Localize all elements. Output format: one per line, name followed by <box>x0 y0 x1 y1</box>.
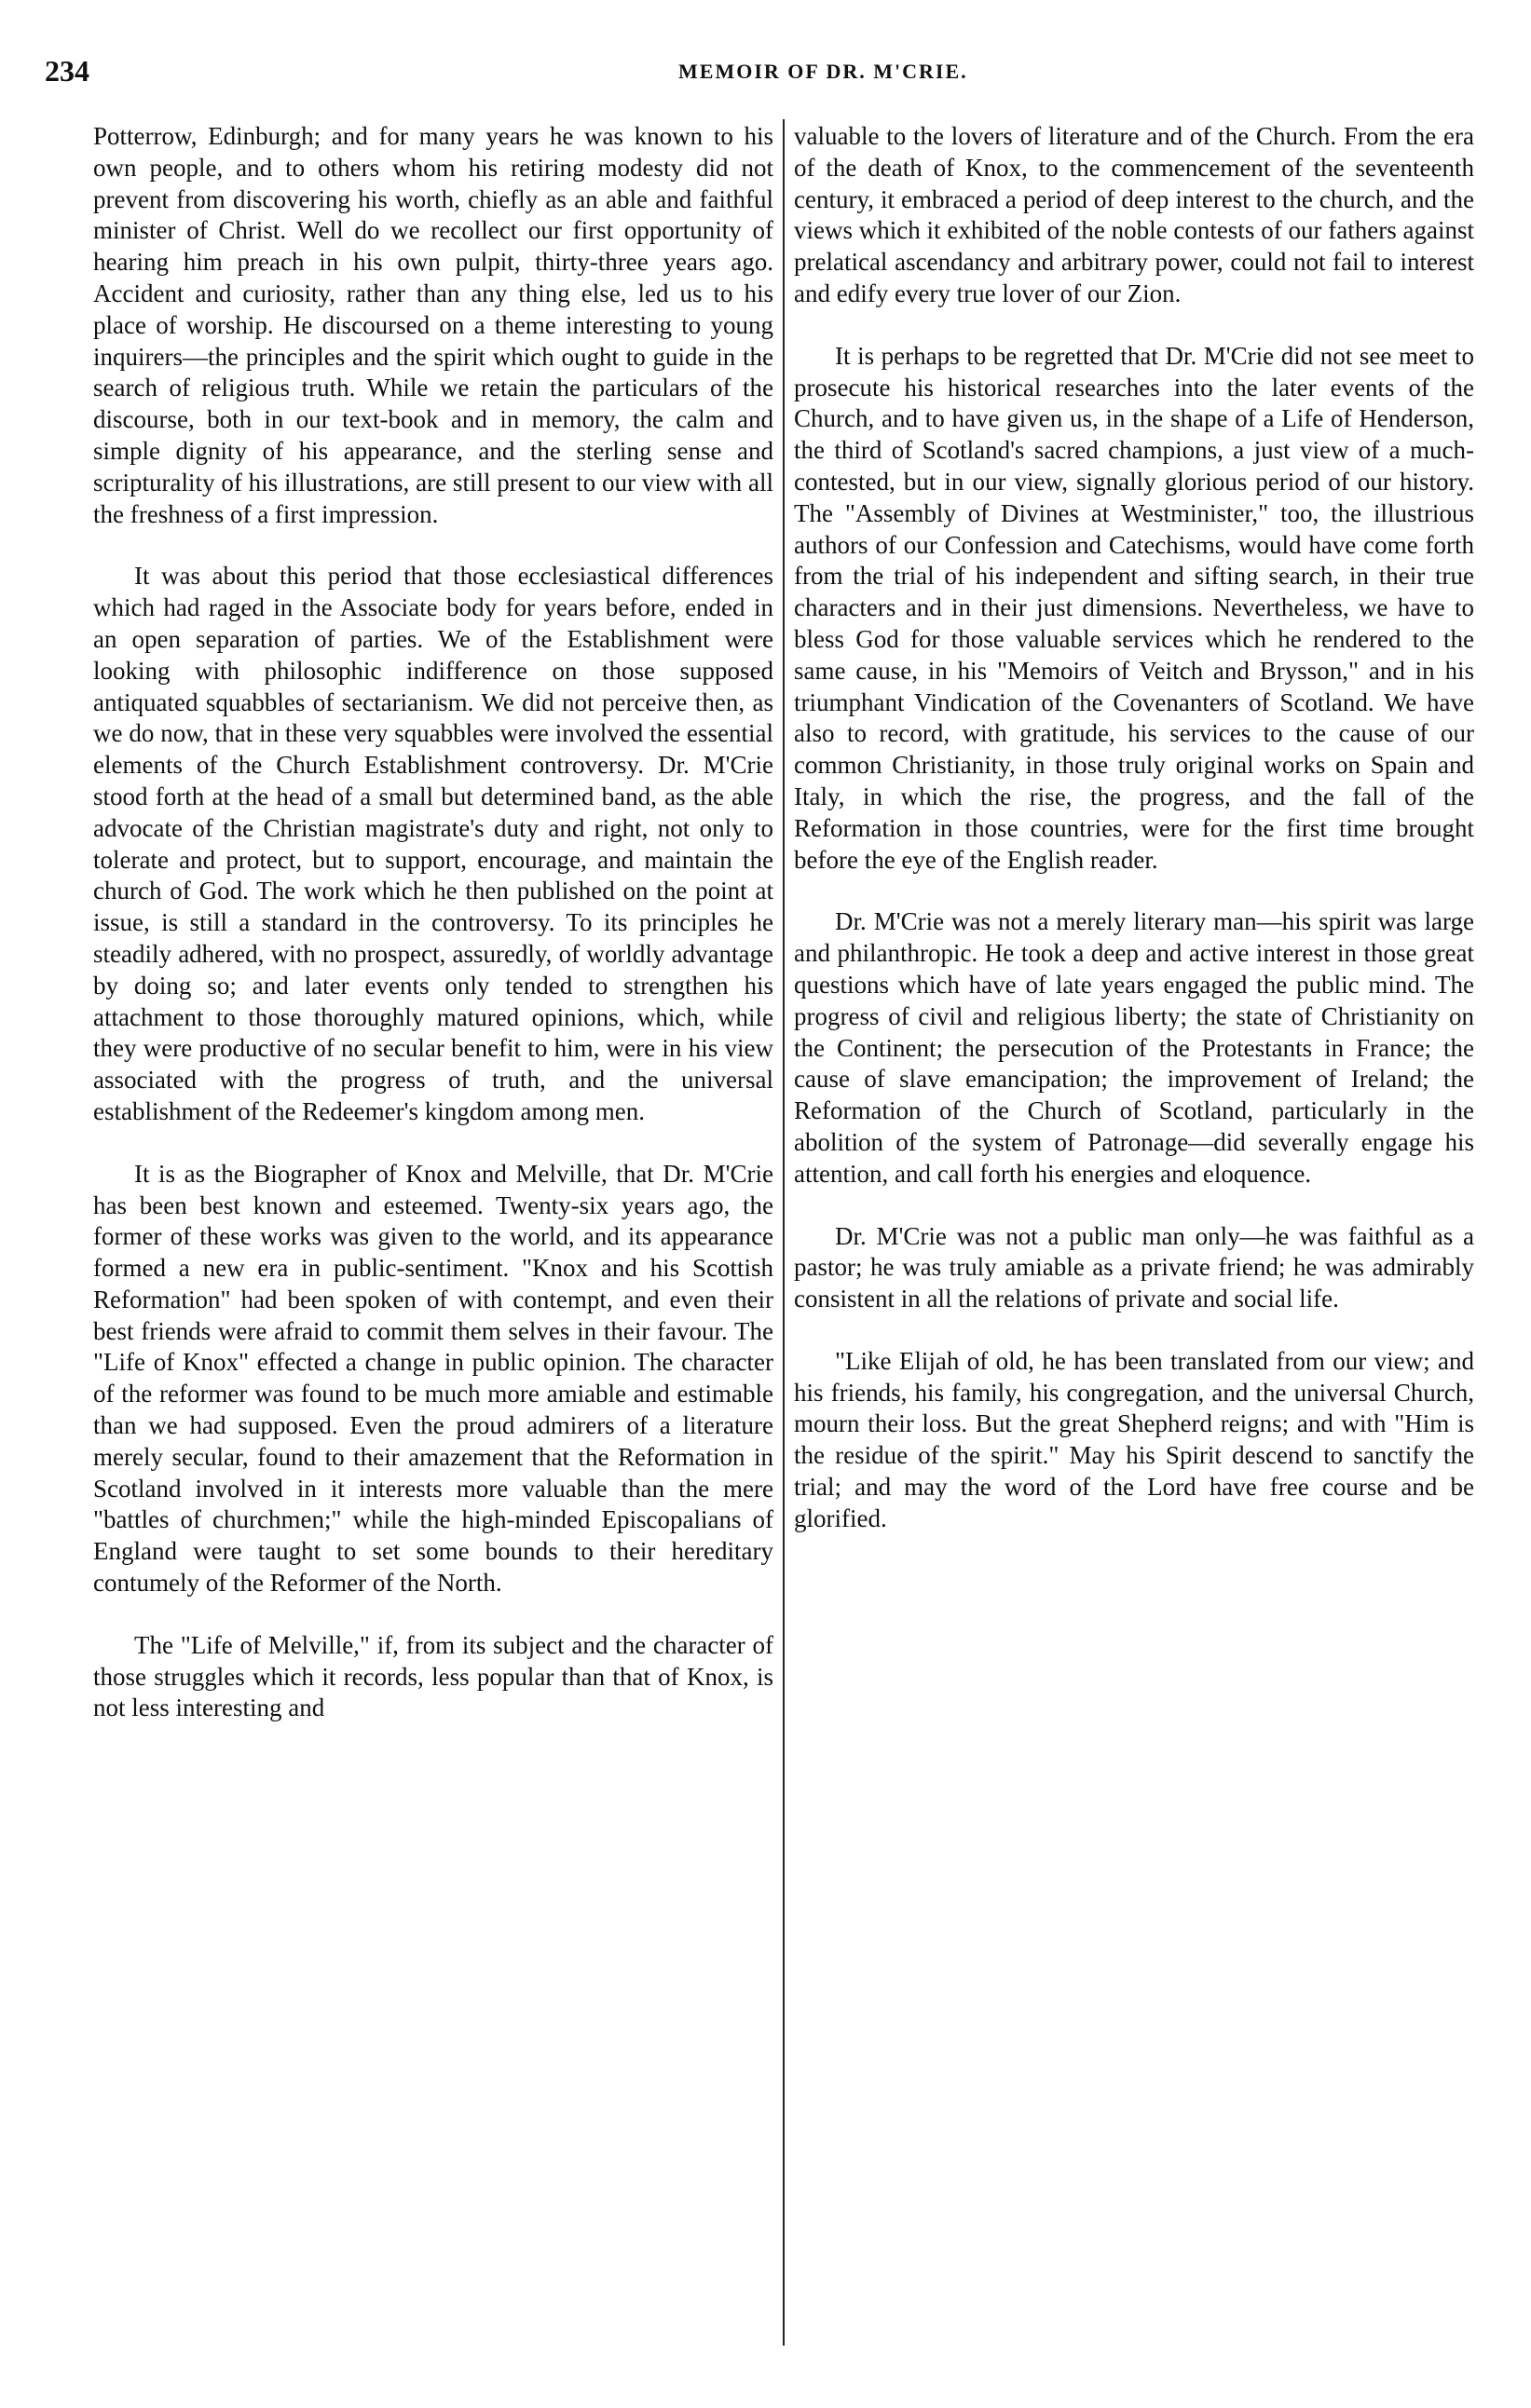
paragraph: Dr. M'Crie was not a public man only—he was faithful as a pastor; he was truly amiable as a private friend; he was admirably consistent in all the relations of private and social life. <box>794 1221 1474 1313</box>
paragraph: It is perhaps to be regretted that Dr. M'Crie did not see meet to prosecute his historical researches into the later events of the Church, and to have given us, in the shape of a Life of Henderson, the third of Scotland's sacred champions, a just view of a much-contested, but in our view, signally glorious period of our history. The "Assembly of Divines at Westminister," too, the illustrious authors of our Confession and Catechisms, would have come forth from the trial of his independent and sifting search, in their true characters and in their just dimensions. Nevertheless, we have to bless God for those valuable services which he rendered to the same cause, in his "Memoirs of Veitch and Brysson," and in his triumphant Vindication of the Covenanters of Scotland. We have also to record, with gratitude, his services to the cause of our common Christianity, in those truly original works on Spain and Italy, in which the rise, the progress, and the fall of the Reformation in those countries, were for the first time brought before the eye of the English reader. <box>794 341 1474 874</box>
page-number: 234 <box>45 54 89 88</box>
paragraph: valuable to the lovers of literature and of the Church. From the era of the death of Knox, to the commencement of the seventeenth century, it embraced a period of deep interest to the church, and the views which it exhibited of the noble contests of our fathers against prelatical ascendancy and arbitrary power, could not fail to interest and edify every true lover of our Zion. <box>794 122 1474 307</box>
column-divider <box>783 119 785 2346</box>
paragraph: "Like Elijah of old, he has been translated from our view; and his friends, his family, his congregation, and the universal Church, mourn their loss. But the great Shepherd reigns; and with "Him is the residue of the spirit." May his Spirit descend to sanctify the trial; and may the word of the Lord have free course and be glorified. <box>794 1346 1474 1532</box>
paragraph: It is as the Biographer of Knox and Melville, that Dr. M'Crie has been best known and esteemed. Twenty-six years ago, the former of these works was given to the world, and its appearance formed a new era in public-sentiment. "Knox and his Scottish Reformation" had been spoken of with contempt, and even their best friends were afraid to commit them selves in their favour. The "Life of Knox" effected a change in public opinion. The character of the reformer was found to be much more amiable and estimable than we had supposed. Even the proud admirers of a literature merely secular, found to their amazement that the Reformation in Scotland involved in it interests more valuable than the mere "battles of churchmen;" while the high-minded Episcopalians of England were taught to set some bounds to their hereditary contumely of the Reformer of the North. <box>93 1159 773 1598</box>
paragraph: Dr. M'Crie was not a merely literary man—his spirit was large and philanthropic. He took a deep and active interest in those great questions which have of late years engaged the public mind. The progress of civil and religious liberty; the state of Christianity on the Continent; the persecution of the Protestants in France; the cause of slave emancipation; the improvement of Ireland; the Reformation of the Church of Scotland, particularly in the abolition of the system of Patronage—did severally engage his attention, and call forth his energies and eloquence. <box>794 907 1474 1188</box>
paragraph: It was about this period that those ecclesiastical differences which had raged in the Associate body for years before, ended in an open separation of parties. We of the Establishment were looking with philosophic indifference on those supposed antiquated squabbles of sectarianism. We did not perceive then, as we do now, that in these very squabbles were involved the essential elements of the Church Establishment controversy. Dr. M'Crie stood forth at the head of a small but determined band, as the able advocate of the Christian magistrate's duty and right, not only to tolerate and protect, but to support, encourage, and maintain the church of God. The work which he then published on the point at issue, is still a standard in the controversy. To its principles he steadily adhered, with no prospect, assuredly, of worldly advantage by doing so; and later events only tended to strengthen his attachment to those thoroughly matured opinions, which, while they were productive of no secular benefit to him, were in his view associated with the progress of truth, and the universal establishment of the Redeemer's kingdom among men. <box>93 562 773 1125</box>
running-head: MEMOIR OF DR. M'CRIE. <box>678 60 968 83</box>
paragraph: The "Life of Melville," if, from its subject and the character of those struggles which it records, less popular than that of Knox, is not less interesting and <box>93 1630 773 1722</box>
page-header <box>45 54 1489 91</box>
paragraph: Potterrow, Edinburgh; and for many years he was known to his own people, and to others whom his retiring modesty did not prevent from discovering his worth, chiefly as an able and faithful minister of Christ. Well do we recollect our first opportunity of hearing him preach in his own pulpit, thirty-three years ago. Accident and curiosity, rather than any thing else, led us to his place of worship. He discoursed on a theme interesting to young inquirers—the principles and the spirit which ought to guide in the search of religious truth. While we retain the particulars of the discourse, both in our text-book and in memory, the calm and simple dignity of his appearance, and the sterling sense and scripturality of his illustrations, are still present to our view with all the freshness of a first impression. <box>93 122 773 528</box>
right-column <box>794 121 1474 1566</box>
left-column <box>93 121 773 1755</box>
